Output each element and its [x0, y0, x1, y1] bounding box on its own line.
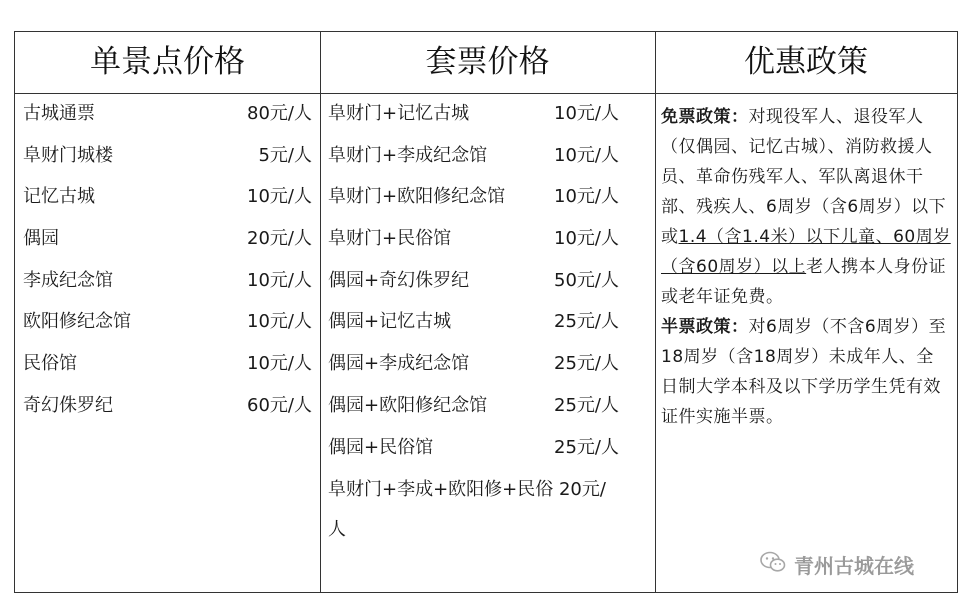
half-policy-text: 对6周岁（不含6周岁）至18周岁（含18周岁）未成年人、全日制大学本科及以下学历学生凭有效证件实施半票。: [661, 317, 947, 427]
single-item-price: 5元/人: [258, 145, 312, 166]
single-item-price: 10元/人: [247, 311, 312, 332]
single-item-price: 80元/人: [247, 103, 312, 124]
single-item-price: 10元/人: [247, 353, 312, 374]
column-divider: [320, 32, 321, 592]
free-policy-underlined: 1.4（含1.4米）以下儿童、60周岁（含60周岁）以上: [661, 227, 951, 277]
combo-item-name: 偶园+记忆古城: [328, 311, 452, 332]
combo-item-name: 阜财门+民俗馆: [328, 228, 452, 249]
combo-item-price: 25元/人: [554, 395, 619, 416]
combo-item-price: 10元/人: [554, 103, 619, 124]
single-item-name: 记忆古城: [23, 186, 95, 207]
free-policy-label: 免票政策：: [661, 107, 749, 127]
half-policy-label: 半票政策：: [661, 317, 749, 337]
price-table: [14, 31, 958, 593]
watermark-text: 青州古城在线: [794, 553, 914, 578]
combo-item-price: 25元/人: [554, 311, 619, 332]
single-item-price: 10元/人: [247, 186, 312, 207]
combo-item-name: 偶园+民俗馆: [328, 437, 434, 458]
combo-item-name: 阜财门+记忆古城: [328, 103, 470, 124]
combo-item-name: 偶园+李成纪念馆: [328, 353, 470, 374]
header-combo-price: 套票价格: [425, 44, 550, 80]
column-divider: [655, 32, 656, 592]
combo-item-price: 25元/人: [554, 437, 619, 458]
single-item-name: 欧阳修纪念馆: [23, 311, 131, 332]
combo-item-name: 阜财门+李成纪念馆: [328, 145, 488, 166]
wechat-icon: [760, 551, 786, 577]
single-item-price: 20元/人: [247, 228, 312, 249]
free-policy-text: 对现役军人、退役军人（仅偶园、记忆古城）、消防救援人员、革命伤残军人、军队离退休干部、残疾人、6周岁（含6周岁）以下或: [661, 107, 947, 247]
combo-item-name: 偶园+欧阳修纪念馆: [328, 395, 488, 416]
header-divider: [15, 93, 957, 94]
combo-item-price: 10元/人: [554, 145, 619, 166]
single-item-price: 60元/人: [247, 395, 312, 416]
combo-item-price: 10元/人: [554, 228, 619, 249]
watermark: [760, 549, 914, 579]
single-item-name: 古城通票: [23, 103, 95, 124]
header-single-price: 单景点价格: [90, 44, 245, 80]
free-policy-text-end: 老人携本人身份证或老年证免费。: [661, 257, 947, 307]
combo-item-name: 阜财门+欧阳修纪念馆: [328, 186, 506, 207]
single-item-name: 民俗馆: [23, 353, 77, 374]
combo-item-name: 偶园+奇幻侏罗纪: [328, 270, 470, 291]
combo-item-price: 10元/人: [554, 186, 619, 207]
single-item-name: 李成纪念馆: [23, 270, 113, 291]
discount-policy-text: [661, 102, 951, 432]
single-item-name: 阜财门城楼: [23, 145, 113, 166]
single-item-price: 10元/人: [247, 270, 312, 291]
single-item-name: 奇幻侏罗纪: [23, 395, 113, 416]
single-item-name: 偶园: [23, 228, 59, 249]
combo-item-price: 50元/人: [554, 270, 619, 291]
combo-item-full-line-wrap: 人: [328, 519, 346, 540]
header-discount-policy: 优惠政策: [744, 44, 868, 80]
combo-item-price: 25元/人: [554, 353, 619, 374]
combo-item-full-line: 阜财门+李成+欧阳修+民俗 20元/: [328, 479, 606, 500]
